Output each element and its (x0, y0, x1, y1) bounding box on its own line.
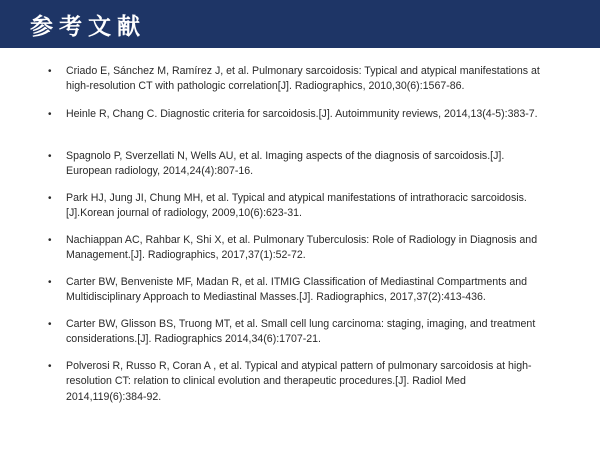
reference-text: Carter BW, Benveniste MF, Madan R, et al. ITMIG Classification of Mediastinal Compartments and Multidisciplinary Approach to Mediastinal Masses.[J]. Radiographics, 2017,37(2):413-436. (66, 276, 528, 304)
reference-item (48, 359, 548, 405)
reference-text: Nachiappan AC, Rahbar K, Shi X, et al. Pulmonary Tuberculosis: Role of Radiology in Diagnosis and Management.[J]. Radiographics, 2017,37(1):52-72. (66, 234, 538, 262)
bullet-icon: • (48, 235, 52, 246)
reference-item (48, 233, 548, 264)
reference-item (48, 107, 548, 122)
reference-text: Heinle R, Chang C. Diagnostic criteria for sarcoidosis.[J]. Autoimmunity reviews, 2014,13(4-5):383-7. (66, 108, 538, 120)
reference-item (48, 149, 548, 180)
reference-text: Park HJ, Jung JI, Chung MH, et al. Typical and atypical manifestations of intrathoracic sarcoidosis.[J].Korean journal of radiology, 2009,10(6):623-31. (66, 192, 527, 220)
bullet-icon: • (48, 361, 52, 372)
reference-item (48, 191, 548, 222)
bullet-icon: • (48, 277, 52, 288)
reference-item (48, 64, 548, 95)
bullet-icon: • (48, 193, 52, 204)
reference-item (48, 275, 548, 306)
reference-item (48, 317, 548, 348)
reference-text: Polverosi R, Russo R, Coran A , et al. Typical and atypical pattern of pulmonary sarcoidosis at high-resolution CT: relation to clinical evolution and therapeutic procedures.[J]. Radiol Med 2014,119(6):384-92. (66, 360, 532, 403)
bullet-icon: • (48, 151, 52, 162)
bullet-icon: • (48, 66, 52, 77)
title-bar (0, 0, 600, 48)
reference-text: Criado E, Sánchez M, Ramírez J, et al. Pulmonary sarcoidosis: Typical and atypical manifestations at high-resolution CT with pathologic correlation[J]. Radiographics, 2010,30(6):1567-86. (66, 65, 540, 93)
page-title: 参考文献 (30, 12, 146, 40)
reference-text: Carter BW, Glisson BS, Truong MT, et al. Small cell lung carcinoma: staging, imaging, and treatment considerations.[J]. Radiographics 2014,34(6):1707-21. (66, 318, 536, 346)
bullet-icon: • (48, 319, 52, 330)
reference-text: Spagnolo P, Sverzellati N, Wells AU, et al. Imaging aspects of the diagnosis of sarcoidosis.[J]. European radiology, 2014,24(4):807-16. (66, 150, 505, 178)
bullet-icon: • (48, 109, 52, 120)
